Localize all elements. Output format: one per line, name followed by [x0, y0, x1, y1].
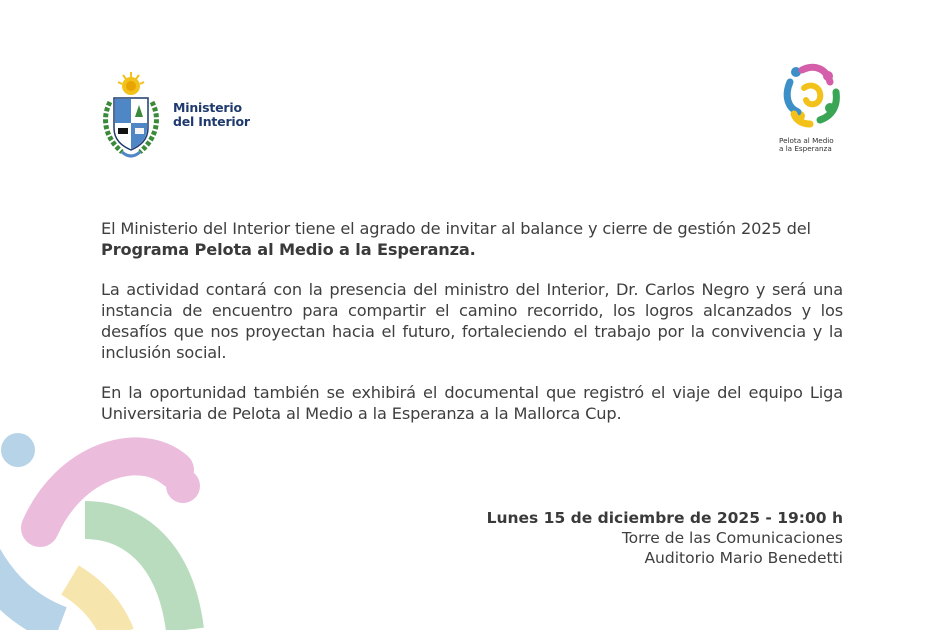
ministerio-logo-line2: del Interior — [173, 114, 250, 129]
ministerio-logo-line1: Ministerio — [173, 100, 242, 115]
pelota-logo — [770, 62, 860, 162]
decorative-swirl-icon — [0, 410, 240, 630]
uruguay-coat-of-arms-icon — [100, 72, 166, 162]
event-venue: Torre de las Comunicaciones — [621, 529, 843, 547]
invitation-paragraph-2: La actividad contará con la presencia del ministro del Interior, Dr. Carlos Negro y será una instancia de encuentro para compartir el camino recorrido, los logros alcanzados y los desafíos que nos proyectan hacia el futuro, fortaleciendo el trabajo por la convivencia y la inclusión social. — [101, 280, 843, 362]
event-details — [487, 508, 843, 568]
invitation-body — [101, 218, 843, 424]
invitation-paragraph-1 — [101, 218, 843, 260]
pelota-swirl-icon — [780, 62, 844, 132]
ministerio-logo — [100, 72, 260, 162]
invitation-paragraph-3: En la oportunidad también se exhibirá el documental que registró el viaje del equipo Liga Universitaria de Pelota al Medio a la Esperanza a la Mallorca Cup. — [101, 383, 843, 423]
event-date-time: Lunes 15 de diciembre de 2025 - 19:00 h — [486, 509, 843, 527]
pelota-logo-line2: a la Esperanza — [779, 144, 832, 153]
invitation-intro-text: El Ministerio del Interior tiene el agrado de invitar al balance y cierre de gestión 2025 del — [101, 219, 811, 238]
event-room: Auditorio Mario Benedetti — [644, 549, 843, 567]
pelota-logo-line1: Pelota al Medio — [779, 136, 834, 145]
pelota-logo-text — [779, 137, 834, 153]
ministerio-logo-text — [173, 101, 250, 129]
program-name: Programa Pelota al Medio a la Esperanza. — [101, 240, 476, 259]
